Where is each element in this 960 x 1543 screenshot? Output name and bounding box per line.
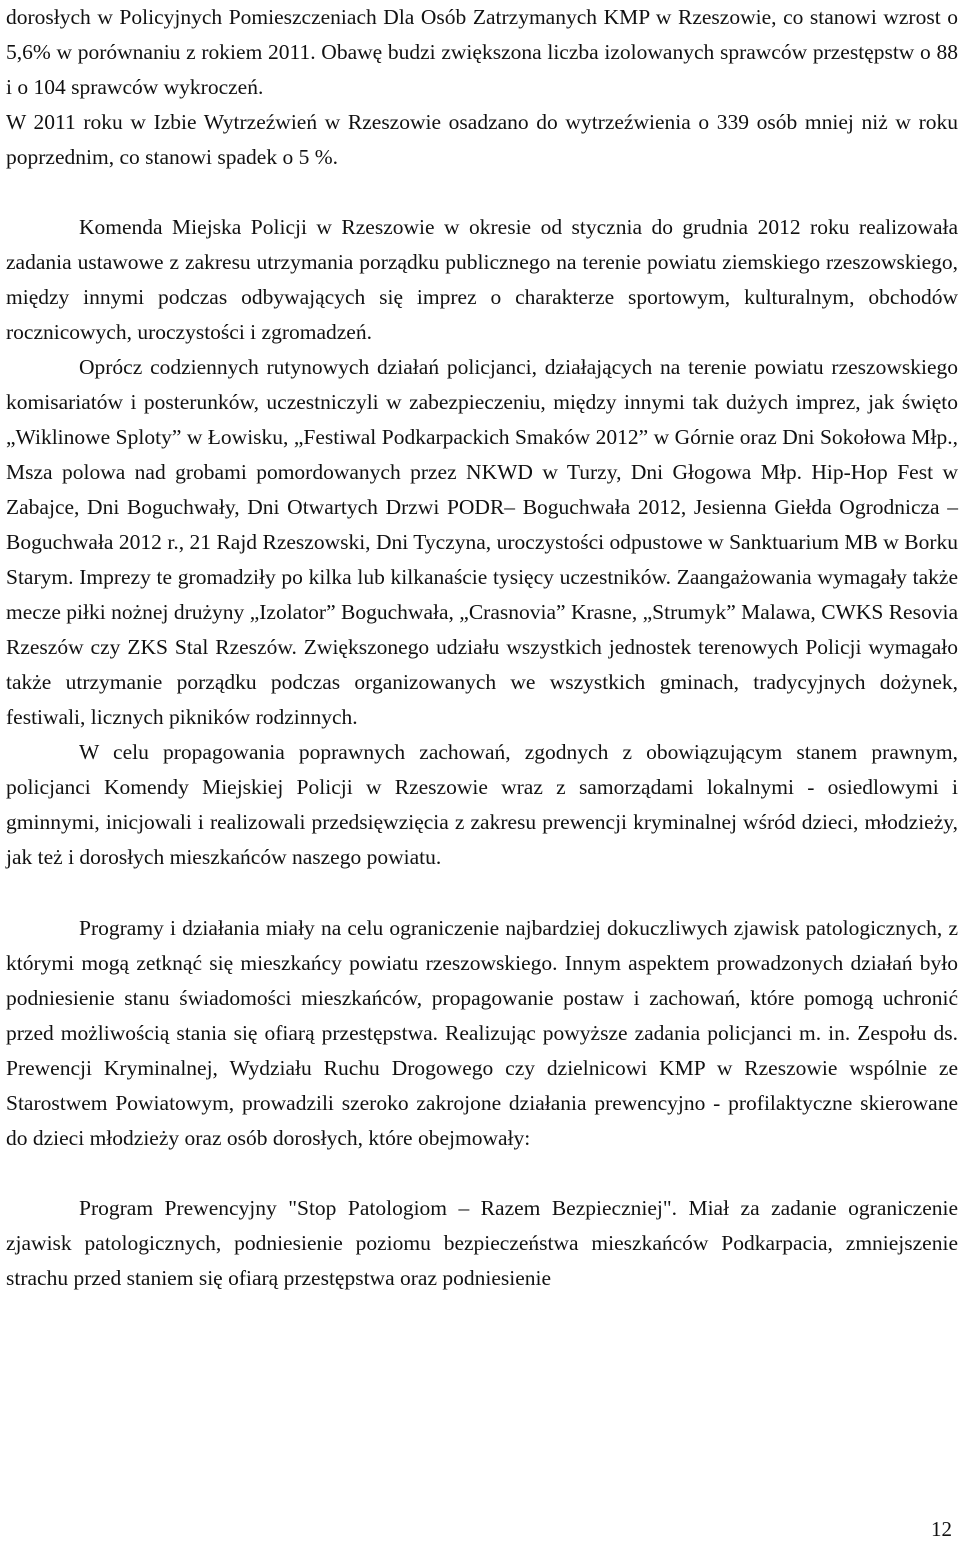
paragraph-sobering-station: W 2011 roku w Izbie Wytrzeźwień w Rzeszowie osadzano do wytrzeźwienia o 339 osób mniej niż w roku poprzednim, co stanowi spadek o 5 %.	[6, 110, 958, 169]
paragraph-stop-pathologies: Program Prewencyjny "Stop Patologiom – Razem Bezpieczniej". Miał za zadanie ograniczenie zjawisk patologicznych, podniesienie poziomu bezpieczeństwa mieszkańców Podkarpacia, zmniejszenie strachu przed staniem się ofiarą przestępstwa oraz podniesienie	[6, 1196, 958, 1290]
paragraph-programs: Programy i działania miały na celu ograniczenie najbardziej dokuczliwych zjawisk patologicznych, z którymi mogą zetknąć się mieszkańcy powiatu rzeszowskiego. Innym aspektem prowadzonych działań było podniesienie stanu świadomości mieszkańców, propagowanie postaw i zachowań, które pomogą uchronić przed możliwością stania się ofiarą przestępstwa. Realizując powyższe zadania policjanci m. in. Zespołu ds. Prewencji Kryminalnej, Wydziału Ruchu Drogowego czy dzielnicowi KMP w Rzeszowie wspólnie ze Starostwem Powiatowym, prowadzili szeroko zakrojone działania prewencyjno - profilaktyczne skierowane do dzieci młodzieży oraz osób dorosłych, które obejmowały:	[6, 916, 958, 1150]
page-number: 12	[931, 1517, 952, 1541]
paragraph-prevention: W celu propagowania poprawnych zachowań, zgodnych z obowiązującym stanem prawnym, policjanci Komendy Miejskiej Policji w Rzeszowie wraz z samorządami lokalnymi - osiedlowymi i gminnymi, inicjowali i realizowali przedsięwzięcia z zakresu prewencji kryminalnej wśród dzieci, młodzieży, jak też i dorosłych mieszkańców naszego powiatu.	[6, 740, 958, 869]
paragraph-police-tasks: Komenda Miejska Policji w Rzeszowie w okresie od stycznia do grudnia 2012 roku realizowała zadania ustawowe z zakresu utrzymania porządku publicznego na terenie powiatu ziemskiego rzeszowskiego, między innymi podczas odbywających się imprez o charakterze sportowym, kulturalnym, obchodów rocznicowych, uroczystości i zgromadzeń.	[6, 215, 958, 344]
document-page	[6, 0, 958, 1296]
paragraph-continued: dorosłych w Policyjnych Pomieszczeniach Dla Osób Zatrzymanych KMP w Rzeszowie, co stanowi wzrost o 5,6% w porównaniu z rokiem 2011. Obawę budzi zwiększona liczba izolowanych sprawców przestępstw o 88 i o 104 sprawców wykroczeń.	[6, 5, 958, 99]
paragraph-events: Oprócz codziennych rutynowych działań policjanci, działających na terenie powiatu rzeszowskiego komisariatów i posterunków, uczestniczyli w zabezpieczeniu, między innymi tak dużych imprez, jak święto „Wiklinowe Sploty” w Łowisku, „Festiwal Podkarpackich Smaków 2012” w Górnie oraz Dni Sokołowa Młp., Msza polowa nad grobami pomordowanych przez NKWD w Turzy, Dni Głogowa Młp. Hip-Hop Fest w Zabajce, Dni Boguchwały, Dni Otwartych Drzwi PODR– Boguchwała 2012, Jesienna Giełda Ogrodnicza – Boguchwała 2012 r., 21 Rajd Rzeszowski, Dni Tyczyna, uroczystości odpustowe w Sanktuarium MB w Borku Starym. Imprezy te gromadziły po kilka lub kilkanaście tysięcy uczestników. Zaangażowania wymagały także mecze piłki nożnej drużyny „Izolator” Boguchwała, „Crasnovia” Krasne, „Strumyk” Malawa, CWKS Resovia Rzeszów czy ZKS Stal Rzeszów. Zwiększonego udziału wszystkich jednostek terenowych Policji wymagało także utrzymanie porządku podczas organizowanych we wszystkich gminach, tradycyjnych dożynek, festiwali, licznych pikników rodzinnych.	[6, 355, 958, 729]
